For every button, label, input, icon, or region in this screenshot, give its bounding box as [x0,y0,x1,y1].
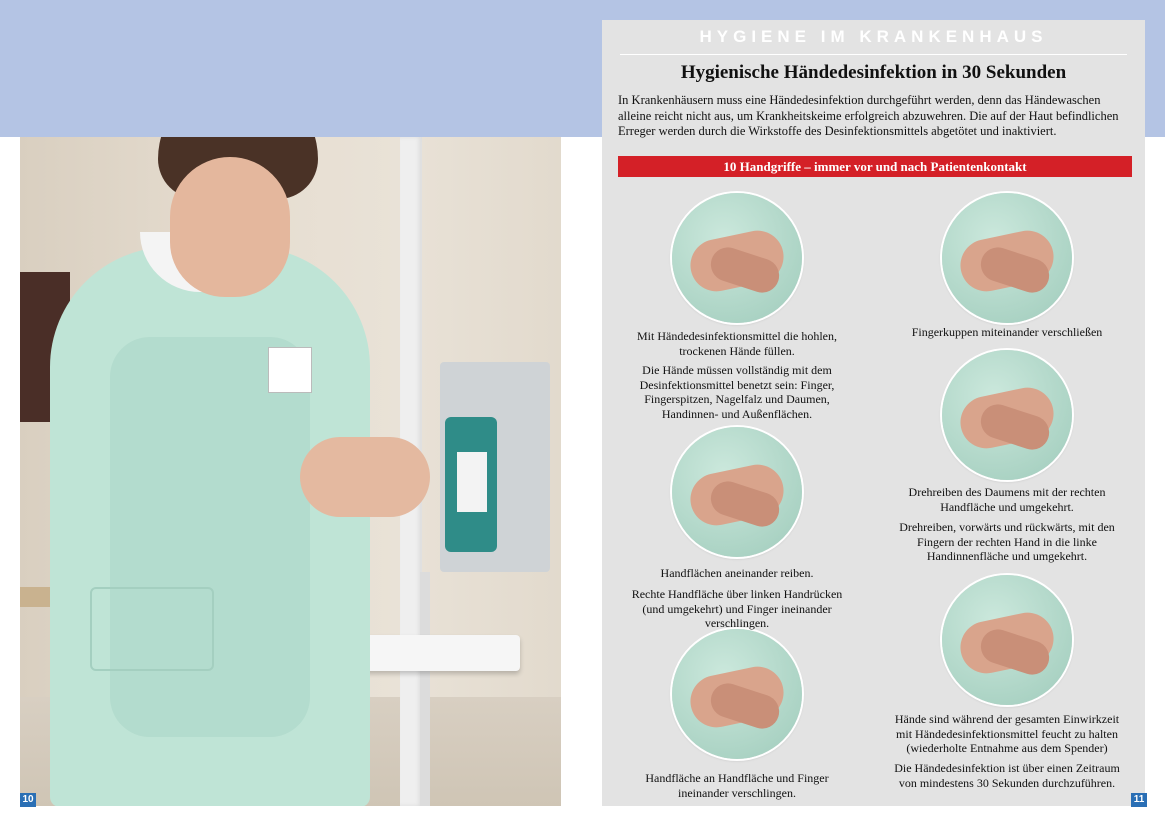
photo-hands [300,437,430,517]
photo-face [170,157,290,297]
hygiene-info-panel [602,20,1145,806]
photo-coat-shade [110,337,310,737]
step-caption: Fingerkuppen miteinander verschließen [911,325,1103,339]
step-image-palms-rub [672,427,802,557]
step-image-fill-hands [672,193,802,323]
step-caption: Drehreiben des Daumens mit der rechten Handfläche und umgekehrt. [908,485,1106,514]
step-image-palm-fingers [942,575,1072,705]
page-number-right: 11 [1131,793,1147,807]
step-caption: Rechte Handfläche über linken Handrücken (und umgekehrt) und Finger ineinander verschlingen. [631,587,843,630]
photo-name-badge [268,347,312,393]
photo-coat-pocket [90,587,214,671]
step-image-interlace [672,629,802,759]
step-caption: Hände sind während der gesamten Einwirkzeit mit Händedesinfektionsmittel feucht zu halten (wiederholte Entnahme aus dem Spender) [894,712,1120,755]
handgriffe-banner: 10 Handgriffe – immer vor und nach Patientenkontakt [618,156,1132,177]
photo-drip-tray [360,635,520,671]
header-divider [620,54,1127,55]
step-caption: Handflächen aneinander reiben. [660,566,814,580]
step-caption: Die Hände müssen vollständig mit dem Desinfektionsmittel benetzt sein: Finger, Fingerspitzen, Nagelfalz und Daumen, Handinnen- und Außenflächen. [639,363,835,421]
page-title: Hygienische Händedesinfektion in 30 Sekunden [680,62,1067,83]
step-image-fingertips [942,193,1072,323]
step-caption: Handfläche an Handfläche und Finger ineinander verschlingen. [645,771,829,800]
step-caption: Mit Händedesinfektionsmittel die hohlen, trockenen Hände füllen. [637,329,837,358]
intro-paragraph: In Krankenhäusern muss eine Händedesinfektion durchgeführt werden, denn das Händewaschen alleine reicht nicht aus, um Krankheitskeime erfolgreich abzuwehren. Die auf der Haut befindlichen Erreger werden durch die Wirkstoffe des Desinfektionsmittels abgetötet und inaktiviert. [618,93,1119,138]
step-caption: Drehreiben, vorwärts und rückwärts, mit den Fingern der rechten Hand in die linke Handinnenfläche und umgekehrt. [899,520,1115,563]
photo-bottle-label [457,452,487,512]
photo-dispenser-stand [420,572,430,806]
step-image-thumb-rub [942,350,1072,480]
section-header: HYGIENE IM KRANKENHAUS [699,27,1048,46]
step-caption: Die Händedesinfektion ist über einen Zeitraum von mindestens 30 Sekunden durchzuführen. [894,761,1120,790]
nurse-disinfecting-photo [20,137,561,806]
page-number-left: 10 [20,793,36,807]
